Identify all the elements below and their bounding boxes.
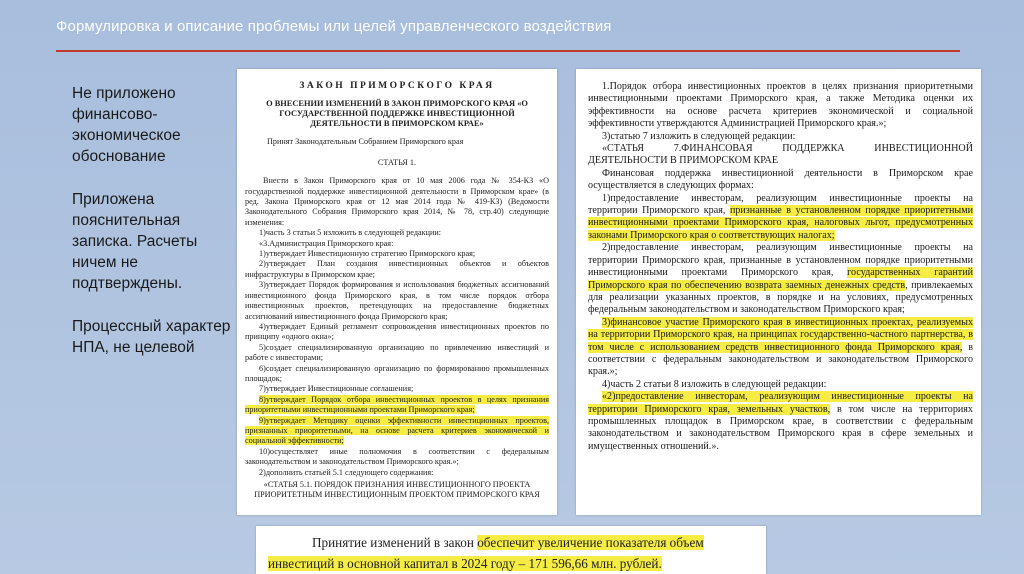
slide-title: Формулировка и описание проблемы или целей управленческого воздействия <box>56 18 612 35</box>
adopted-by: Принят Законодательным Собранием Приморского края <box>267 137 464 147</box>
text-span: Принятие изменений в закон <box>312 535 478 550</box>
law-line: 10)осуществляет иные полномочия в соответствии с федеральным законодательством и законодательством Приморского края.»; <box>245 446 549 467</box>
highlighted-text: инвестиций в основной капитал в 2024 году – 171 596,66 млн. рублей. <box>268 556 662 571</box>
paragraph: 1.Порядок отбора инвестиционных проектов в целях признания приоритетными инвестиционными проектами Приморского края, а также Методика оценки их эффективности на основе расчета критериев экономической и социальной эффективности утверждаются Администрацией Приморского края.»; <box>588 81 973 130</box>
highlighted-law-line: 8)утверждает Порядок отбора инвестиционных проектов в целях признания приоритетными инвестиционными проектами Приморского края; <box>245 394 549 415</box>
law-subject: О ВНЕСЕНИИ ИЗМЕНЕНИЙ В ЗАКОН ПРИМОРСКОГО КРАЯ «О ГОСУДАРСТВЕННОЙ ПОДДЕРЖКЕ ИНВЕСТИЦИОННОЙ ДЕЯТЕЛЬНОСТИ В ПРИМОРСКОМ КРАЕ» <box>266 99 528 129</box>
law-line: 4)утверждает Единый регламент сопровождения инвестиционных проектов по принципу «одного окна»; <box>245 321 549 342</box>
highlighted-text: признанные в установленном порядке приоритетными инвестиционными проектами Приморского края, налоговых льгот, предусмотренных законами Приморского края о соответствующих налогах; <box>588 205 973 241</box>
law-line: 2)утверждает План создания инвестиционных объектов и объектов инфраструктуры в Приморском крае; <box>245 259 549 279</box>
law-line: 1)часть 3 статьи 5 изложить в следующей редакции: <box>259 228 442 238</box>
note-item: Не приложено финансово-экономическое обоснование <box>72 85 181 165</box>
paragraph <box>588 391 973 453</box>
paragraph: Финансовая поддержка инвестиционной деятельности в Приморском крае осуществляется в следующих формах: <box>588 167 973 192</box>
text-span: 1)предоставление инвесторам, реализующим инвестиционные проекты на территории Приморского края, <box>588 192 973 217</box>
paragraph: 4)часть 2 статьи 8 изложить в следующей редакции: <box>602 378 827 390</box>
paragraph <box>588 193 973 243</box>
left-notes <box>72 83 232 380</box>
article-5-1-heading: «СТАТЬЯ 5.1. ПОРЯДОК ПРИЗНАНИЯ ИНВЕСТИЦИОННОГО ПРОЕКТА ПРИОРИТЕТНЫМ ИНВЕСТИЦИОННЫМ ПРОЕКТОМ ПРИМОРСКОГО КРАЯ <box>254 480 540 500</box>
law-line: 3)утверждает Порядок формирования и использования бюджетных ассигнований инвестиционного фонда Приморского края, в том числе порядок отбора инвестиционных проектов, претендующих на предоставление бюджетных ассигнований инвестиционного фонда Приморского края; <box>245 280 549 321</box>
paragraph <box>588 317 973 379</box>
article-intro: Внести в Закон Приморского края от 10 мая 2006 года № 354-КЗ «О государственной поддержке инвестиционной деятельности в Приморском крае» (в ред. Закона Приморского края от 12 мая 2014 года № 419-КЗ) (Ведомости Законодательного Собрания Приморского края 2014, № 78, стр.40) следующие изменения: <box>245 176 549 227</box>
law-document-page-2 <box>576 69 981 515</box>
highlighted-text: государственных гарантий Приморского края по обеспечению возврата заемных денежных средств <box>588 267 973 291</box>
highlighted-law-line: 9)утверждает Методику оценки эффективности инвестиционных проектов, признанных приоритетными, на основе расчета критериев экономической и социальной эффективности; <box>245 415 549 446</box>
law-line: 7)утверждает Инвестиционные соглашения; <box>259 384 414 394</box>
law-line: 1)утверждает Инвестиционную стратегию Приморского края; <box>259 249 476 259</box>
article-7-heading: «СТАТЬЯ 7.ФИНАНСОВАЯ ПОДДЕРЖКА ИНВЕСТИЦИОННОЙ ДЕЯТЕЛЬНОСТИ В ПРИМОРСКОМ КРАЕ <box>588 143 973 167</box>
highlighted-text: обеспечит увеличение показателя объем <box>477 535 704 550</box>
text-span: в соответствии с федеральным законодательством и законодательством Приморского края.»; <box>588 341 974 378</box>
note-item: Процессный характер НПА, не целевой <box>72 318 231 356</box>
highlighted-text: «2)предоставление инвесторам, реализующим инвестиционные проекты на территории Приморского края, земельных участков, <box>588 391 973 415</box>
law-line: 6)создает специализированную организацию по формированию промышленных площадок; <box>245 363 549 383</box>
law-line: 2)дополнить статьей 5.1 следующего содержания: <box>259 467 434 477</box>
text-span: в том числе на территориях промышленных площадок в Приморском крае, в соответствии с федеральным законодательством и законодательством Приморского края в сфере земельных и имущественных отношений.». <box>588 403 973 452</box>
law-title: ЗАКОН ПРИМОРСКОГО КРАЯ <box>299 81 495 91</box>
title-divider <box>56 50 960 52</box>
conclusion-snippet <box>256 526 766 574</box>
text-span: , привлекаемых для реализации указанных проектов, в порядке и на условиях, предусмотренных федеральным законодательством и законодательством Приморского края; <box>588 279 973 316</box>
note-item: Приложена пояснительная записка. Расчеты ничем не подтверждены. <box>72 191 198 292</box>
law-document-page-1 <box>237 69 557 515</box>
highlighted-text: 3)финансовое участие Приморского края в инвестиционных проектах, реализуемых на территории Приморского края, на принципах государственно-частного партнерства, в том числе с использованием средств инвестиционного фонда Приморского края, <box>588 316 973 353</box>
law-line: 5)создает специализированную организацию по привлечению инвестиций и работе с инвесторами; <box>245 342 549 363</box>
article-heading: СТАТЬЯ 1. <box>377 157 417 167</box>
text-span: 2)предоставление инвесторам, реализующим инвестиционные проекты на территории Приморского края, признанные в установленном порядке приоритетными инвестиционными проектами Приморского края, <box>588 242 973 279</box>
law-line: «3.Администрация Приморского края: <box>259 238 394 248</box>
paragraph: 3)статью 7 изложить в следующей редакции: <box>602 130 796 142</box>
paragraph <box>588 242 973 316</box>
